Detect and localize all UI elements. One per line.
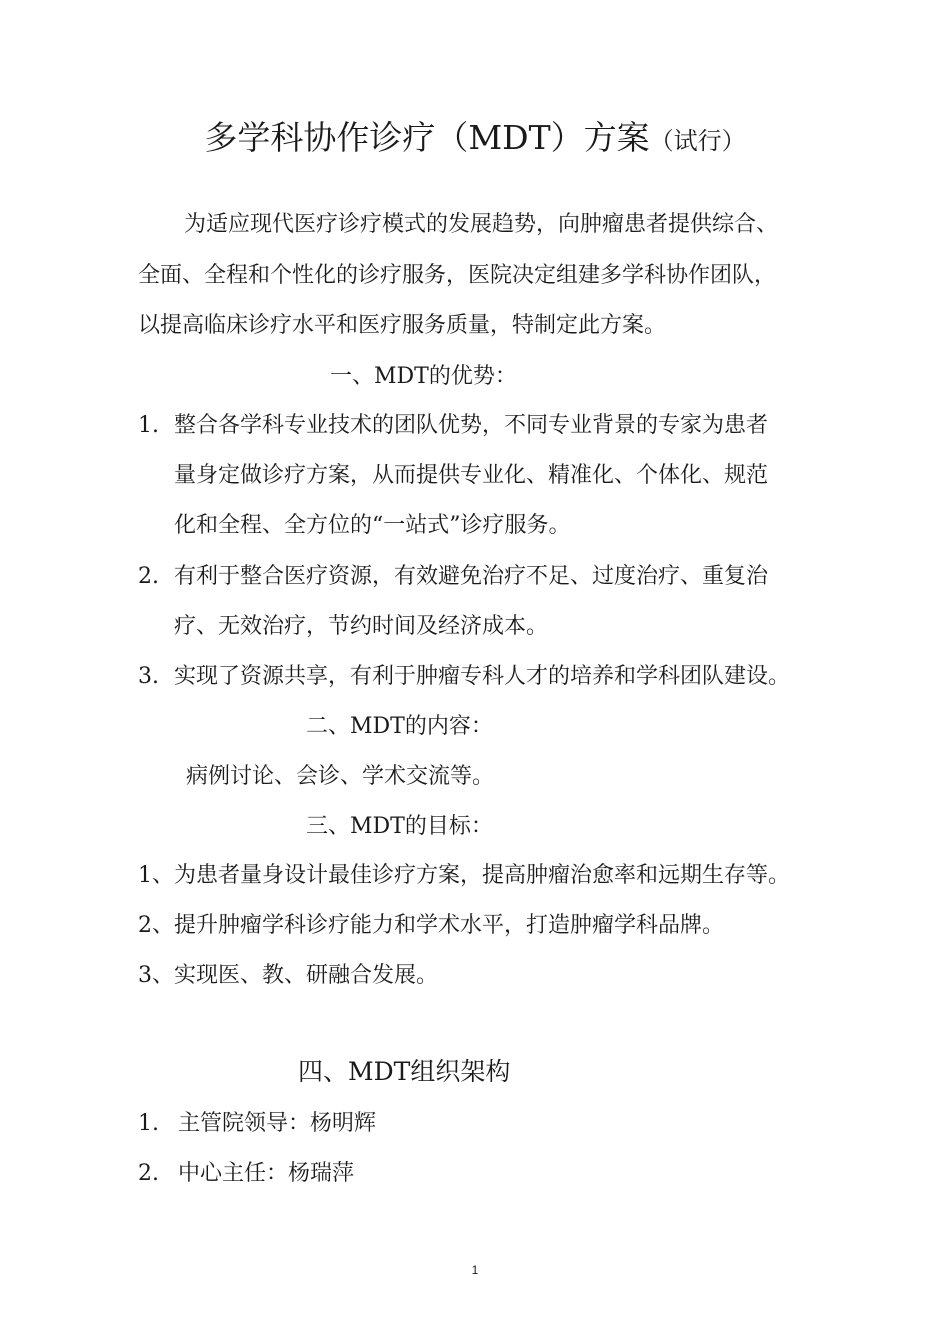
- section1-item-1-line-2: 量身定做诊疗方案，从而提供专业化、精准化、个体化、规范: [174, 463, 769, 488]
- section1-item-3-line-1: 实现了资源共享，有利于肿瘤专科人才的培养和学科团队建设。: [174, 664, 791, 689]
- section1-item-2-line-2: 疗、无效治疗，节约时间及经济成本。: [174, 614, 549, 639]
- section2-body: 病例讨论、会诊、学术交流等。: [186, 764, 495, 789]
- intro-line-3: 以提高临床诊疗水平和医疗服务质量，特制定此方案。: [138, 313, 667, 338]
- document-title: [0, 112, 950, 159]
- section4-item-2-number: 2.: [138, 1161, 159, 1186]
- section4-item-1-number: 1.: [138, 1111, 159, 1136]
- intro-line-2: 全面、全程和个性化的诊疗服务，医院决定组建多学科协作团队，: [138, 263, 777, 288]
- section1-item-3-number: 3.: [138, 664, 159, 689]
- intro-line-1: 为适应现代医疗诊疗模式的发展趋势，向肿瘤患者提供综合、: [184, 212, 779, 237]
- section1-item-1-number: 1.: [138, 413, 159, 438]
- section3-item-3: 3、实现医、教、研融合发展。: [138, 963, 438, 988]
- section3-item-1: 1、为患者量身设计最佳诊疗方案，提高肿瘤治愈率和远期生存等。: [138, 863, 790, 888]
- page-number: 1: [471, 1263, 479, 1277]
- section4-item-1-text: 主管院领导：杨明辉: [178, 1111, 377, 1136]
- title-main: 多学科协作诊疗（MDT）方案: [204, 118, 650, 157]
- section1-item-2-line-1: 有利于整合医疗资源，有效避免治疗不足、过度治疗、重复治: [174, 564, 769, 589]
- section4-heading: 四、MDT组织架构: [298, 1057, 511, 1086]
- section3-item-2: 2、提升肿瘤学科诊疗能力和学术水平，打造肿瘤学科品牌。: [138, 913, 724, 938]
- section4-item-2-text: 中心主任：杨瑞萍: [178, 1161, 355, 1186]
- section1-item-2-number: 2.: [138, 564, 159, 589]
- title-suffix: （试行）: [649, 127, 746, 155]
- section1-heading: 一、MDT的优势：: [330, 364, 517, 389]
- section1-item-1-line-1: 整合各学科专业技术的团队优势，不同专业背景的专家为患者: [174, 413, 769, 438]
- section3-heading: 三、MDT的目标：: [306, 814, 493, 839]
- section1-item-1-line-3: 化和全程、全方位的“一站式”诊疗服务。: [174, 513, 571, 538]
- section2-heading: 二、MDT的内容：: [306, 714, 493, 739]
